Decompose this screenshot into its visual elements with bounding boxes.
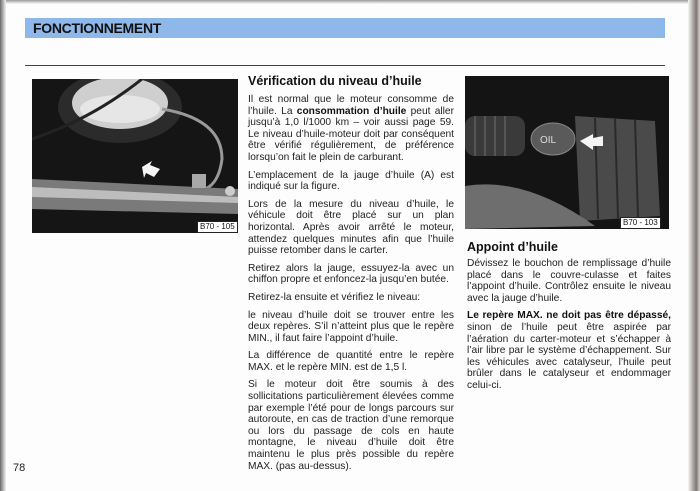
engine-photo-dipstick xyxy=(32,79,238,233)
figure-code: B70 - 105 xyxy=(197,221,238,233)
page-number: 78 xyxy=(13,462,26,474)
bold-text: consommation d’huile xyxy=(296,105,407,117)
page-edge-left xyxy=(0,0,6,491)
oil-cap-illustration xyxy=(465,76,669,229)
paragraph: Lors de la mesure du niveau d’huile, le véhicule doit être placé sur un plan horizontal. Après avoir arrêté le moteur, attendez quelques minutes afin que l’huile puisse retomber dans le carter. xyxy=(248,198,454,257)
page-edge-top xyxy=(0,0,700,4)
paragraph: Dévissez le bouchon de remplissage d’huile placé dans le couvre-culasse et faites l’appoint d’huile. Contrôlez ensuite le niveau avec la jauge d’huile. xyxy=(467,258,671,304)
oil-top-up-text xyxy=(467,258,671,398)
paragraph: Retirez-la ensuite et vérifiez le niveau: xyxy=(248,291,421,303)
header-rule xyxy=(25,65,665,66)
paragraph: Si le moteur doit être soumis à des sollicitations particulièrement élevées comme par exemple l’été pour de longs parcours sur autoroute, en cas de traction d’une remorque ou lors du passage de cols en haute montagne, le niveau d’huile doit être maintenu le plus près possible du repère MAX. (pas au-dessus). xyxy=(248,379,454,472)
paragraph xyxy=(248,94,454,164)
paragraph: La différence de quantité entre le repère MAX. et le repère MIN. est de 1,5 l. xyxy=(248,350,454,373)
text: sinon de l’huile peut être aspirée par l’aération du carter-moteur et s’échapper à l’air libre par le système d’échappement. Sur les véhicules avec catalyseur, l’huile peut brûler dans le catalyseur et endommager celui-ci. xyxy=(467,321,671,391)
heading-oil-level-check: Vérification du niveau d’huile xyxy=(248,74,422,88)
heading-oil-top-up: Appoint d’huile xyxy=(467,240,558,254)
engine-photo-oil-cap xyxy=(465,76,669,229)
engine-illustration xyxy=(32,79,238,233)
figure-code: B70 - 103 xyxy=(620,217,661,229)
paragraph: Retirez alors la jauge, essuyez-la avec un chiffon propre et enfoncez-la jusqu’en butée. xyxy=(248,262,454,286)
text: peut aller jusqu’à 1,0 l/1000 km – voir aussi page 59. Le niveau d’huile-moteur doit par conséquent être vérifié régulièrement, de préférence lorsqu’on fait le plein de carburant. xyxy=(248,105,454,163)
warning-bold-text: Le repère MAX. ne doit pas être dépassé, xyxy=(467,310,671,322)
oil-cap-label: OIL xyxy=(540,135,557,146)
oil-level-check-text xyxy=(248,94,454,478)
paragraph: L’emplacement de la jauge d’huile (A) est indiqué sur la figure. xyxy=(248,169,454,193)
section-title: FONCTIONNEMENT xyxy=(33,20,162,36)
text: Il est normal que le moteur consomme de l’huile. La xyxy=(248,94,454,117)
page-edge-right xyxy=(688,0,700,491)
paragraph xyxy=(467,310,671,391)
paragraph: le niveau d’huile doit se trouver entre les deux repères. S’il n’atteint plus que le repère MIN., il faut faire l’appoint d’huile. xyxy=(248,309,454,344)
